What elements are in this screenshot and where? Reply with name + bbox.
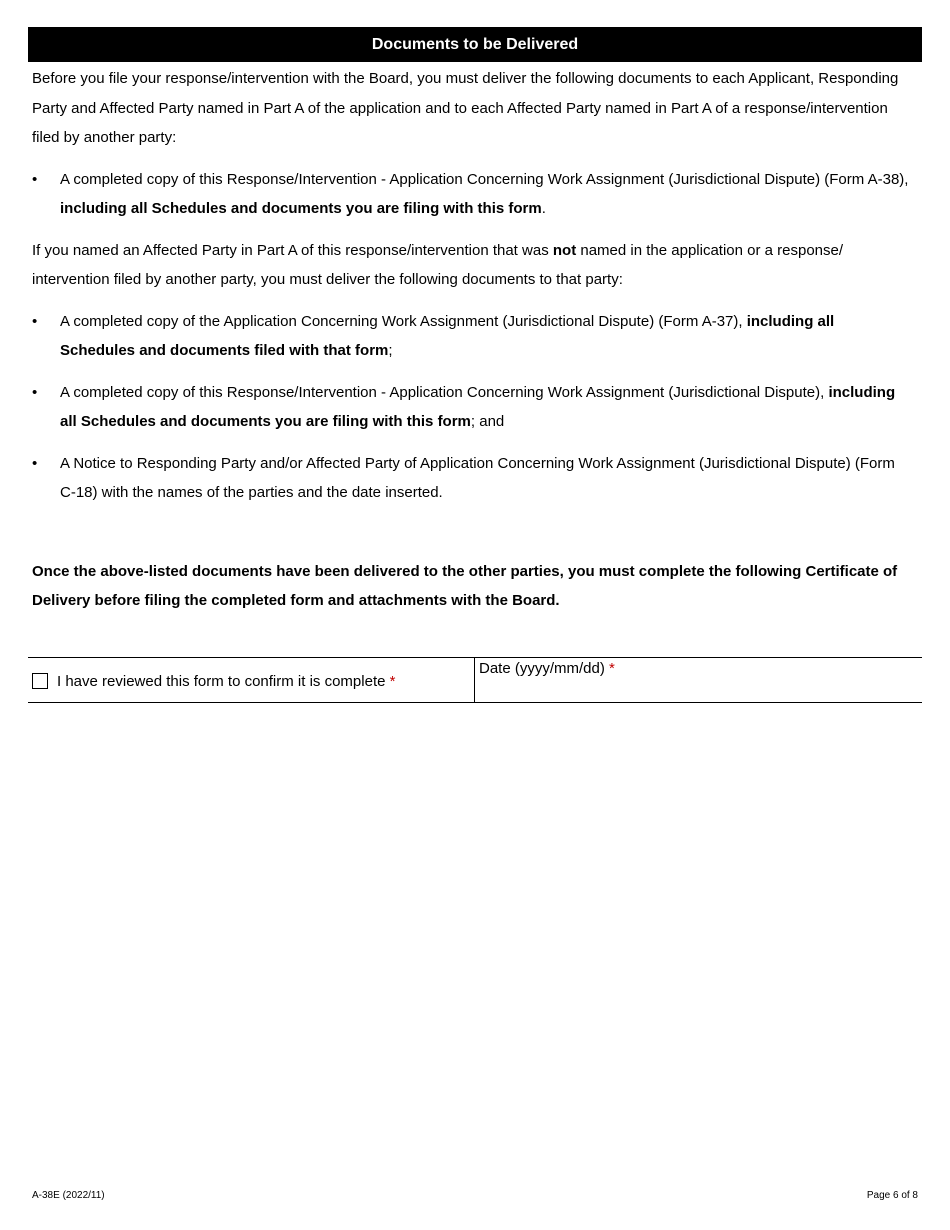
bullet-trailing-text: . [541, 200, 546, 217]
list-item [32, 307, 912, 366]
bullet-icon: • [32, 454, 38, 472]
review-checkbox[interactable] [32, 673, 48, 689]
list-item [32, 449, 912, 508]
spacer [32, 520, 912, 557]
para2-after: named in the application or a response/ intervention filed by another party, you must deliver the following documents to that party: [32, 241, 844, 288]
content-body [32, 64, 912, 616]
list-item [32, 165, 912, 224]
affected-party-paragraph [32, 236, 912, 295]
bullet-text: A Notice to Responding Party and/or Affected Party of Application Concerning Work Assignment (Jurisdictional Dispute) (Form C-18) with the names of the parties and the date inserted. [60, 454, 895, 501]
bullet-bold-text: including all Schedules and documents filed with that form [60, 312, 835, 359]
para2-before: If you named an Affected Party in Part A of this response/intervention that was [32, 241, 553, 259]
bullet-bold-text: including all Schedules and documents you are filing with this form [60, 383, 896, 430]
bullet-text: A completed copy of this Response/Intervention - Application Concerning Work Assignment (Jurisdictional Dispute), [60, 383, 829, 401]
section-header [28, 27, 922, 62]
closing-instruction: Once the above-listed documents have been delivered to the other parties, you must complete the following Certificate of Delivery before filing the completed form and attachments with the Board. [32, 562, 898, 609]
list-item [32, 378, 912, 437]
section-title: Documents to be Delivered [371, 36, 579, 53]
bullet-icon: • [32, 383, 38, 401]
bullet-bold-text: including all Schedules and documents you are filing with this form [60, 200, 542, 217]
bullet-icon: • [32, 312, 38, 330]
date-field[interactable] [475, 658, 922, 702]
confirmation-row [28, 657, 922, 703]
intro-paragraph: Before you file your response/intervention with the Board, you must deliver the following documents to each Applicant, Responding Party and Affected Party named in Part A of the application and to each Affected Party named in Part A of a response/intervention filed by another party: [32, 70, 899, 146]
para2-bold: not [552, 241, 577, 259]
review-checkbox-label: I have reviewed this form to confirm it is complete [57, 672, 386, 690]
review-cell [28, 658, 475, 702]
required-marker: * [609, 660, 615, 677]
bullet-icon: • [32, 170, 38, 188]
bullet-text: A completed copy of the Application Concerning Work Assignment (Jurisdictional Dispute) (Form A-37), [60, 312, 747, 330]
form-id: A-38E (2022/11) [32, 1190, 105, 1201]
date-label: Date (yyyy/mm/dd) [479, 660, 605, 677]
required-marker: * [389, 672, 396, 690]
bullet-text: A completed copy of this Response/Intervention - Application Concerning Work Assignment (Jurisdictional Dispute) (Form A-38), [60, 170, 909, 188]
page-number: Page 6 of 8 [866, 1190, 918, 1201]
bullet-trailing-text: ; [388, 342, 393, 359]
bullet-trailing-text: ; and [470, 413, 505, 430]
